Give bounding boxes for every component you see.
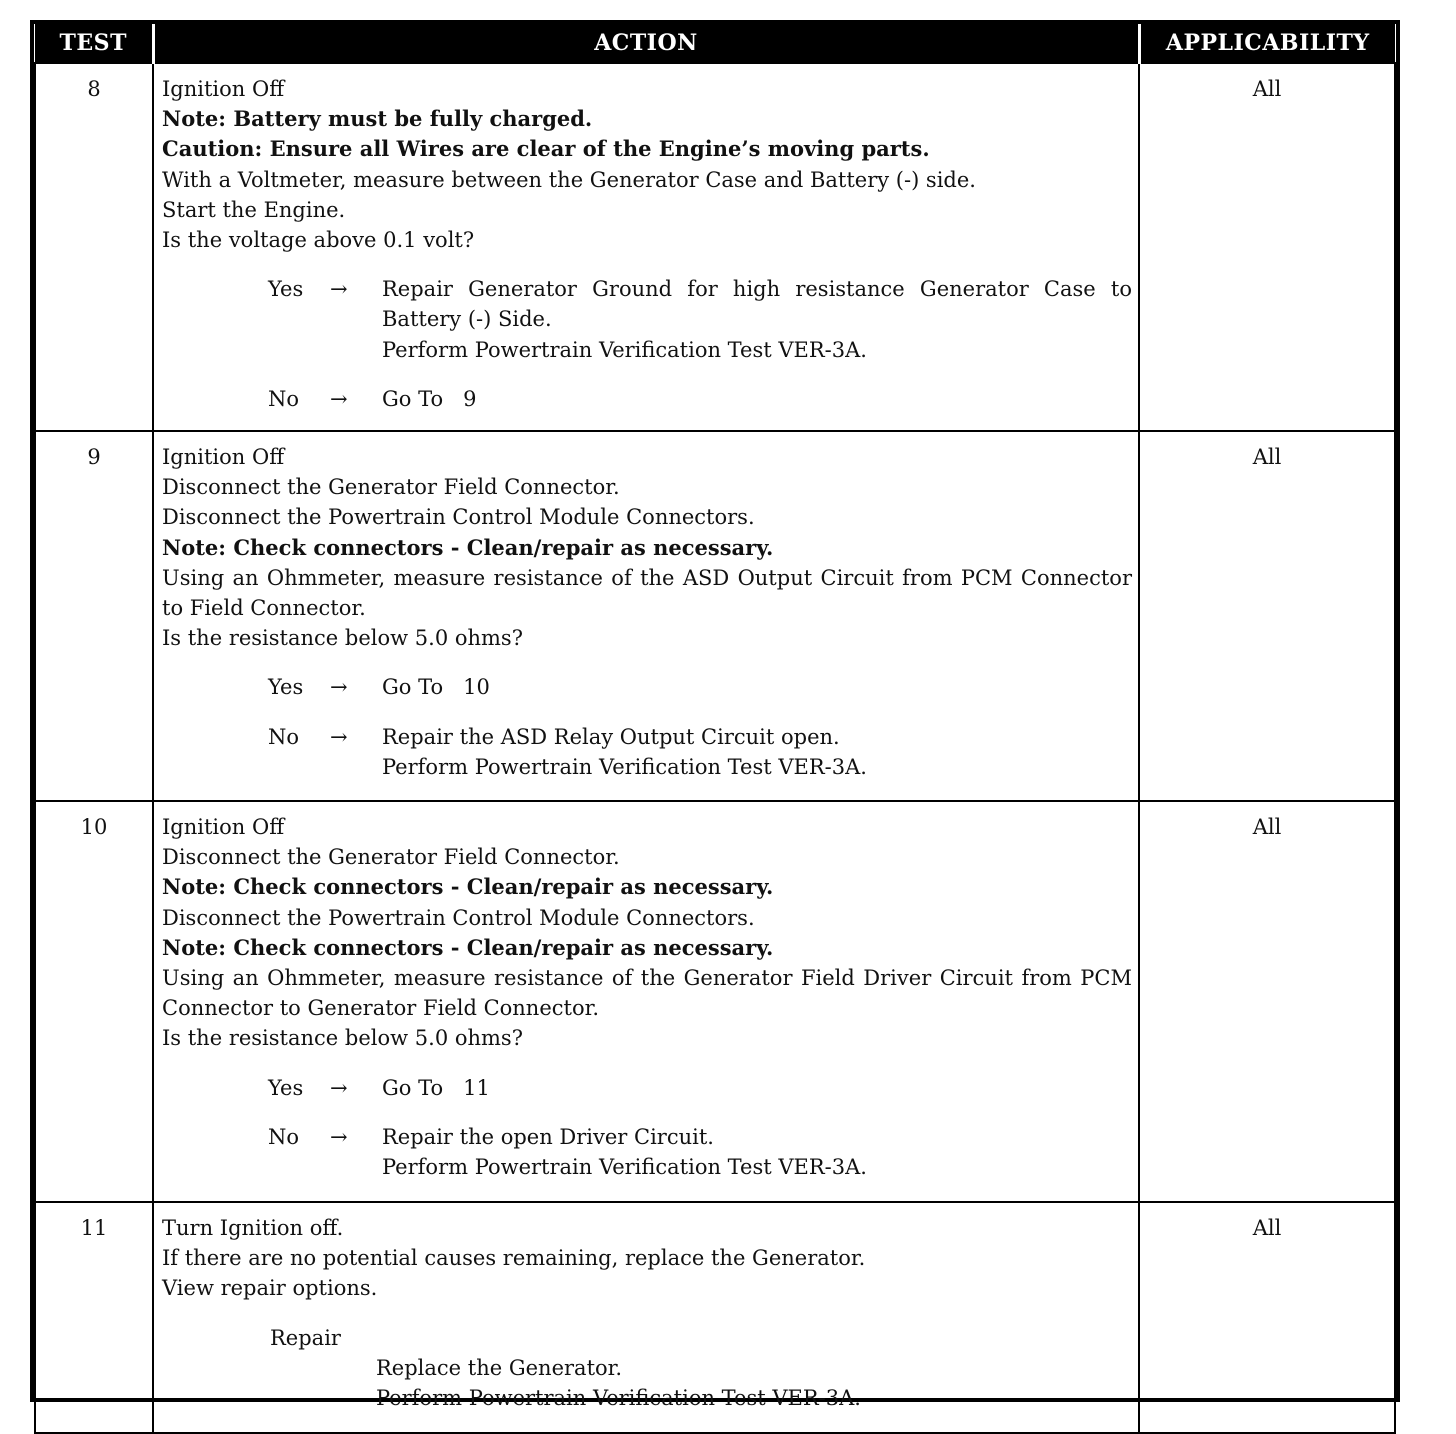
action-cell — [153, 801, 1139, 1202]
action-line: With a Voltmeter, measure between the Generator Case and Battery (-) side. — [162, 167, 976, 192]
applicability-value: All — [1139, 63, 1395, 431]
header-action: ACTION — [153, 24, 1139, 63]
branch-result — [382, 722, 1132, 782]
arrow-icon: → — [330, 1124, 348, 1149]
note-line: Note: Check connectors - Clean/repair as necessary. — [162, 934, 774, 960]
action-line: Disconnect the Powertrain Control Module Connectors. — [162, 505, 755, 530]
question-line: Is the resistance below 5.0 ohms? — [162, 1026, 523, 1051]
no-branch — [268, 722, 1132, 782]
branch-result — [382, 672, 1132, 702]
yes-branch — [268, 274, 1132, 365]
result-line: Perform Powertrain Verification Test VER-3A. — [382, 337, 867, 362]
repair-line: Perform Powertrain Verification Test VER-3A. — [376, 1386, 861, 1411]
applicability-value: All — [1139, 1202, 1395, 1433]
branch-result — [382, 1122, 1132, 1182]
branch-result — [382, 1073, 1132, 1103]
repair-label: Repair — [270, 1325, 341, 1350]
note-line: Note: Battery must be fully charged. — [162, 106, 593, 132]
applicability-value: All — [1139, 801, 1395, 1202]
action-line: Ignition Off — [162, 445, 285, 469]
result-line: Go To 9 — [382, 386, 477, 411]
yes-label: Yes — [268, 1075, 304, 1100]
table-row — [35, 801, 1395, 1202]
action-cell — [153, 1202, 1139, 1433]
repair-line: Replace the Generator. — [376, 1355, 623, 1380]
action-line: Turn Ignition off. — [162, 1216, 344, 1240]
test-number: 11 — [35, 1202, 153, 1433]
yes-branch — [268, 1073, 1132, 1103]
action-line: View repair options. — [162, 1276, 378, 1301]
action-line: Start the Engine. — [162, 197, 346, 222]
branch-result — [382, 274, 1132, 365]
no-label: No — [268, 1124, 300, 1149]
applicability-value: All — [1139, 431, 1395, 801]
note-line: Note: Check connectors - Clean/repair as necessary. — [162, 874, 774, 900]
arrow-icon: → — [330, 1075, 348, 1100]
branch-result — [382, 384, 1132, 414]
header-applicability: APPLICABILITY — [1139, 24, 1395, 63]
action-line: Ignition Off — [162, 77, 285, 101]
test-number: 10 — [35, 801, 153, 1202]
result-line: Go To 10 — [382, 675, 490, 700]
caution-line: Caution: Ensure all Wires are clear of the Engine’s moving parts. — [162, 136, 930, 162]
question-line: Is the resistance below 5.0 ohms? — [162, 626, 523, 651]
table-row — [35, 63, 1395, 431]
no-label: No — [268, 724, 300, 749]
arrow-icon: → — [330, 386, 348, 411]
yes-label: Yes — [268, 675, 304, 700]
header-row — [35, 24, 1395, 63]
arrow-icon: → — [330, 724, 348, 749]
no-branch — [268, 384, 1132, 414]
result-line: Go To 11 — [382, 1075, 490, 1100]
action-line: Disconnect the Generator Field Connector. — [162, 845, 620, 870]
action-line: Using an Ohmmeter, measure resistance of the Generator Field Driver Circuit from PCM Connector to Generator Field Connector. — [162, 966, 1132, 1021]
no-branch — [268, 1122, 1132, 1182]
diagnostic-test-table — [30, 20, 1400, 1411]
yes-branch — [268, 672, 1132, 702]
test-number: 9 — [35, 431, 153, 801]
no-label: No — [268, 386, 300, 411]
yes-label: Yes — [268, 277, 304, 302]
result-line: Perform Powertrain Verification Test VER-3A. — [382, 1155, 867, 1180]
action-line: If there are no potential causes remaining, replace the Generator. — [162, 1246, 866, 1271]
test-table — [34, 24, 1396, 1434]
test-number: 8 — [35, 63, 153, 431]
question-line: Is the voltage above 0.1 volt? — [162, 228, 475, 253]
action-line: Disconnect the Generator Field Connector. — [162, 475, 620, 500]
header-test: TEST — [35, 24, 153, 63]
table-row — [35, 1202, 1395, 1433]
action-cell — [153, 63, 1139, 431]
action-cell — [153, 431, 1139, 801]
result-line: Repair Generator Ground for high resistance Generator Case to Battery (-) Side. — [382, 277, 1132, 332]
arrow-icon: → — [330, 277, 348, 302]
action-line: Disconnect the Powertrain Control Module Connectors. — [162, 905, 755, 930]
action-line: Ignition Off — [162, 815, 285, 839]
note-line: Note: Check connectors - Clean/repair as necessary. — [162, 534, 774, 560]
arrow-icon: → — [330, 675, 348, 700]
result-line: Repair the open Driver Circuit. — [382, 1124, 714, 1149]
table-row — [35, 431, 1395, 801]
action-line: Using an Ohmmeter, measure resistance of the ASD Output Circuit from PCM Connector to Field Connector. — [162, 565, 1132, 621]
result-line: Perform Powertrain Verification Test VER-3A. — [382, 754, 867, 779]
result-line: Repair the ASD Relay Output Circuit open. — [382, 724, 840, 749]
